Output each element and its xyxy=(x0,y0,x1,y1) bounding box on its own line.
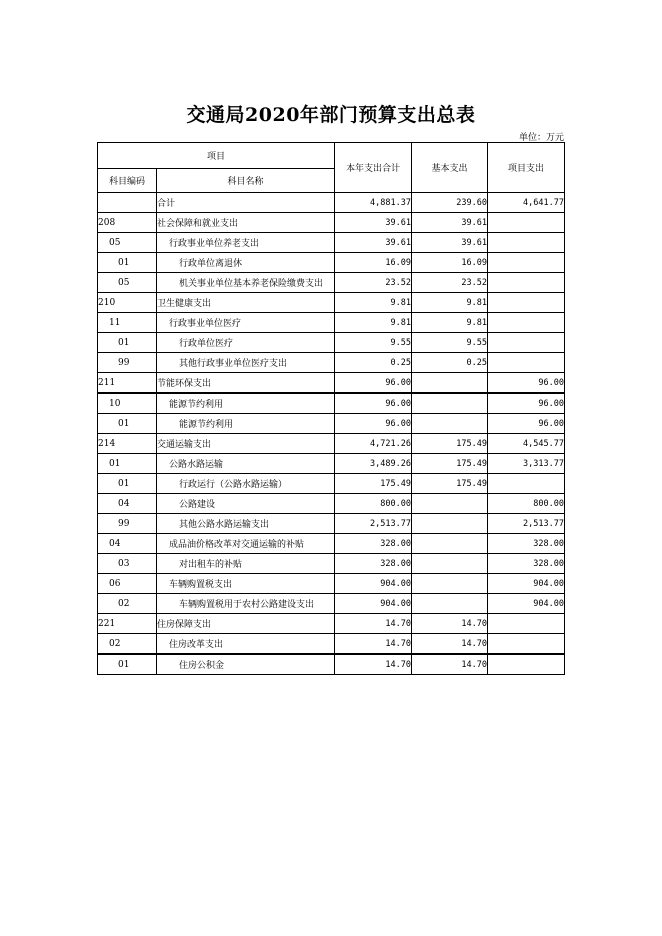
row-name: 交通运输支出 xyxy=(157,434,335,454)
row-code: 210 xyxy=(98,293,157,313)
row-basic xyxy=(412,393,488,414)
row-name: 公路水路运输 xyxy=(157,454,335,474)
row-basic: 175.49 xyxy=(412,474,488,494)
row-code: 02 xyxy=(98,634,157,655)
row-basic xyxy=(412,594,488,614)
row-project-expense xyxy=(488,614,565,634)
row-total: 0.25 xyxy=(335,353,412,373)
table-row xyxy=(98,353,565,373)
row-code: 01 xyxy=(98,333,157,353)
row-total: 96.00 xyxy=(335,373,412,394)
row-project-expense xyxy=(488,634,565,655)
table-row xyxy=(98,373,565,394)
table-row xyxy=(98,333,565,353)
table-row xyxy=(98,233,565,253)
row-total: 9.81 xyxy=(335,293,412,313)
table-row xyxy=(98,514,565,534)
row-project-expense: 96.00 xyxy=(488,373,565,394)
row-total: 96.00 xyxy=(335,393,412,414)
header-project: 项目 xyxy=(98,143,335,169)
row-total: 9.81 xyxy=(335,313,412,333)
row-total: 175.49 xyxy=(335,474,412,494)
row-name: 车辆购置税支出 xyxy=(157,574,335,594)
row-basic: 14.70 xyxy=(412,654,488,675)
row-total: 14.70 xyxy=(335,634,412,655)
row-total: 904.00 xyxy=(335,594,412,614)
row-name: 行政单位离退休 xyxy=(157,253,335,273)
row-total: 800.00 xyxy=(335,494,412,514)
row-code: 99 xyxy=(98,514,157,534)
row-project-expense: 96.00 xyxy=(488,393,565,414)
table-row xyxy=(98,213,565,233)
row-name: 其他公路水路运输支出 xyxy=(157,514,335,534)
row-total: 328.00 xyxy=(335,554,412,574)
row-code: 221 xyxy=(98,614,157,634)
table-row xyxy=(98,253,565,273)
row-project-expense xyxy=(488,654,565,675)
page-title: 交通局2020年部门预算支出总表 xyxy=(186,104,476,126)
row-code: 211 xyxy=(98,373,157,394)
row-basic: 16.09 xyxy=(412,253,488,273)
row-name: 卫生健康支出 xyxy=(157,293,335,313)
row-code: 214 xyxy=(98,434,157,454)
row-basic xyxy=(412,534,488,554)
row-total: 23.52 xyxy=(335,273,412,293)
header-project-expense: 项目支出 xyxy=(488,143,565,193)
row-basic: 23.52 xyxy=(412,273,488,293)
row-name: 其他行政事业单位医疗支出 xyxy=(157,353,335,373)
row-name: 公路建设 xyxy=(157,494,335,514)
row-name: 社会保障和就业支出 xyxy=(157,213,335,233)
row-name: 成品油价格改革对交通运输的补贴 xyxy=(157,534,335,554)
row-project-expense: 4,545.77 xyxy=(488,434,565,454)
row-code: 01 xyxy=(98,253,157,273)
table-row xyxy=(98,534,565,554)
header-basic: 基本支出 xyxy=(412,143,488,193)
row-total: 9.55 xyxy=(335,333,412,353)
row-basic xyxy=(412,554,488,574)
row-project-expense xyxy=(488,333,565,353)
row-total: 39.61 xyxy=(335,233,412,253)
row-name: 合计 xyxy=(157,193,335,213)
table-row xyxy=(98,614,565,634)
row-project-expense xyxy=(488,273,565,293)
table-row xyxy=(98,574,565,594)
table-row xyxy=(98,554,565,574)
row-basic: 9.55 xyxy=(412,333,488,353)
row-code xyxy=(98,193,157,213)
table-row xyxy=(98,454,565,474)
unit-label: 单位：万元 xyxy=(518,133,564,143)
row-project-expense: 328.00 xyxy=(488,554,565,574)
row-basic xyxy=(412,514,488,534)
row-project-expense xyxy=(488,313,565,333)
table-row xyxy=(98,414,565,434)
row-basic: 175.49 xyxy=(412,454,488,474)
row-total: 39.61 xyxy=(335,213,412,233)
row-basic: 9.81 xyxy=(412,293,488,313)
row-code: 01 xyxy=(98,454,157,474)
row-name: 行政事业单位医疗 xyxy=(157,313,335,333)
header-code: 科目编码 xyxy=(98,169,157,193)
row-code: 208 xyxy=(98,213,157,233)
row-name: 行政事业单位养老支出 xyxy=(157,233,335,253)
row-total: 4,721.26 xyxy=(335,434,412,454)
row-project-expense xyxy=(488,233,565,253)
row-total: 2,513.77 xyxy=(335,514,412,534)
table-row xyxy=(98,474,565,494)
header-name: 科目名称 xyxy=(157,169,335,193)
row-code: 04 xyxy=(98,534,157,554)
row-code: 05 xyxy=(98,233,157,253)
row-project-expense xyxy=(488,353,565,373)
row-code: 06 xyxy=(98,574,157,594)
row-total: 96.00 xyxy=(335,414,412,434)
row-name: 住房公积金 xyxy=(157,654,335,675)
row-total: 4,881.37 xyxy=(335,193,412,213)
row-code: 01 xyxy=(98,414,157,434)
row-name: 车辆购置税用于农村公路建设支出 xyxy=(157,594,335,614)
header-total: 本年支出合计 xyxy=(335,143,412,193)
row-name: 行政运行（公路水路运输） xyxy=(157,474,335,494)
row-name: 对出租车的补贴 xyxy=(157,554,335,574)
row-code: 02 xyxy=(98,594,157,614)
row-name: 能源节约利用 xyxy=(157,414,335,434)
row-code: 99 xyxy=(98,353,157,373)
row-basic: 39.61 xyxy=(412,213,488,233)
row-total: 14.70 xyxy=(335,614,412,634)
table-row xyxy=(98,434,565,454)
row-code: 01 xyxy=(98,654,157,675)
table-row xyxy=(98,313,565,333)
row-basic: 175.49 xyxy=(412,434,488,454)
row-basic xyxy=(412,414,488,434)
row-total: 3,489.26 xyxy=(335,454,412,474)
table-row xyxy=(98,193,565,213)
row-basic: 0.25 xyxy=(412,353,488,373)
table-row xyxy=(98,393,565,414)
row-basic: 14.70 xyxy=(412,634,488,655)
row-basic: 14.70 xyxy=(412,614,488,634)
table-row xyxy=(98,494,565,514)
row-total: 904.00 xyxy=(335,574,412,594)
row-project-expense: 96.00 xyxy=(488,414,565,434)
row-name: 节能环保支出 xyxy=(157,373,335,394)
row-name: 行政单位医疗 xyxy=(157,333,335,353)
table-row xyxy=(98,293,565,313)
row-basic: 9.81 xyxy=(412,313,488,333)
row-project-expense: 800.00 xyxy=(488,494,565,514)
budget-table xyxy=(97,142,565,675)
table-body xyxy=(98,193,565,675)
row-project-expense: 3,313.77 xyxy=(488,454,565,474)
row-code: 04 xyxy=(98,494,157,514)
table-row xyxy=(98,273,565,293)
row-project-expense: 2,513.77 xyxy=(488,514,565,534)
row-project-expense: 328.00 xyxy=(488,534,565,554)
row-name: 能源节约利用 xyxy=(157,393,335,414)
row-basic: 39.61 xyxy=(412,233,488,253)
table-row xyxy=(98,634,565,655)
row-name: 机关事业单位基本养老保险缴费支出 xyxy=(157,273,335,293)
table-row xyxy=(98,594,565,614)
row-total: 328.00 xyxy=(335,534,412,554)
row-project-expense xyxy=(488,213,565,233)
row-name: 住房保障支出 xyxy=(157,614,335,634)
row-code: 01 xyxy=(98,474,157,494)
row-project-expense xyxy=(488,253,565,273)
row-project-expense: 4,641.77 xyxy=(488,193,565,213)
row-name: 住房改革支出 xyxy=(157,634,335,655)
row-basic: 239.60 xyxy=(412,193,488,213)
row-code: 03 xyxy=(98,554,157,574)
row-total: 16.09 xyxy=(335,253,412,273)
row-code: 11 xyxy=(98,313,157,333)
row-total: 14.70 xyxy=(335,654,412,675)
row-basic xyxy=(412,574,488,594)
row-code: 10 xyxy=(98,393,157,414)
row-project-expense xyxy=(488,474,565,494)
row-code: 05 xyxy=(98,273,157,293)
row-basic xyxy=(412,373,488,394)
row-project-expense: 904.00 xyxy=(488,594,565,614)
row-project-expense xyxy=(488,293,565,313)
row-basic xyxy=(412,494,488,514)
table-row xyxy=(98,654,565,675)
row-project-expense: 904.00 xyxy=(488,574,565,594)
